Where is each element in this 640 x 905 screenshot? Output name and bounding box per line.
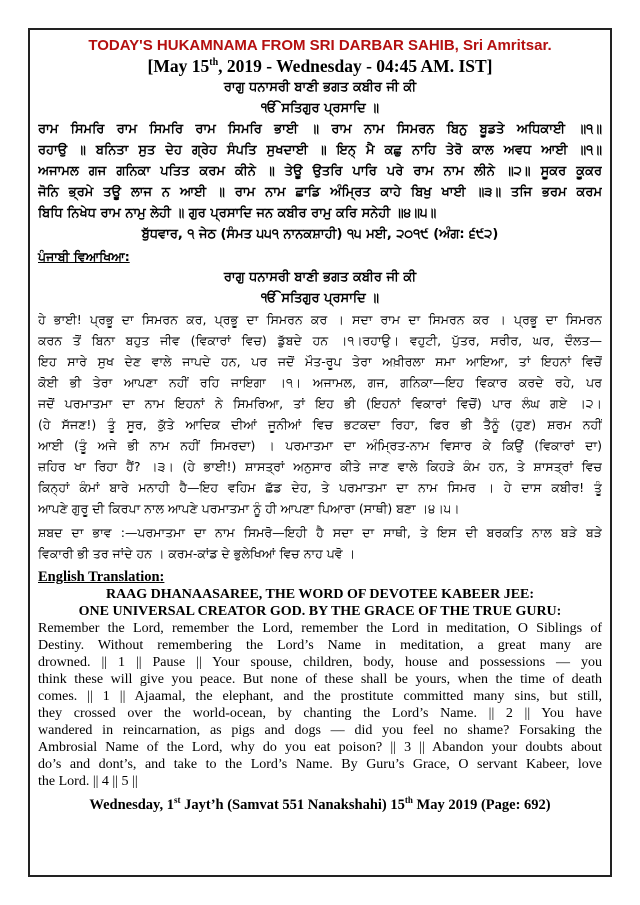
hukamnama-page xyxy=(28,28,612,877)
english-title-2: ONE UNIVERSAL CREATOR GOD. BY THE GRACE OF THE TRUE GURU: xyxy=(78,604,562,619)
english-line: the Lord. || 4 || 5 || xyxy=(38,774,138,789)
punjabi-line: ਆਪਣੇ ਗੁਰੂ ਦੀ ਕਿਰਪਾ ਨਾਲ ਆਪਣੇ ਪਰਮਾਤਮਾ ਨੂੰ ਹੀ ਆਪਣਾ ਪਿਆਰਾ (ਸਾਥੀ) ਬਣਾ ।੪।੫। xyxy=(38,501,460,516)
date-time-line xyxy=(38,55,602,77)
shabad-text xyxy=(38,119,602,224)
english-heading: English Translation: xyxy=(38,569,165,585)
english-line: Remember the Lord, remember the Lord, remember the Lord in meditation, O Siblings of xyxy=(38,621,602,636)
shabad-raag-line: ਰਾਗੁ ਧਨਾਸਰੀ ਬਾਣੀ ਭਗਤ ਕਬੀਰ ਜੀ ਕੀ xyxy=(223,80,417,95)
punjabi-line: ਕਰਨ ਤੋਂ ਬਿਨਾ ਬਹੁਤ ਜੀਵ (ਵਿਕਾਰਾਂ ਵਿਚ) ਡੁੱਬਦੇ ਹਨ ।੧।ਰਹਾਉ। ਵਹੁਟੀ, ਪੁੱਤਰ, ਸਰੀਰ, ਘਰ, ਦੌਲਤ— xyxy=(38,333,602,348)
footer-suffix: st xyxy=(174,795,181,806)
date-rest: , 2019 - Wednesday - 04:45 AM. IST] xyxy=(218,56,493,76)
english-line: think these will give you peace. But none of these shall be yours, when the time of death xyxy=(38,672,602,687)
punjabi-line: ਕਿਨ੍ਹਾਂ ਕੰਮਾਂ ਬਾਰੇ ਮਨਾਹੀ ਹੈ—ਇਹ ਵਹਿਮ ਛੱਡ ਦੇਹ, ਤੇ ਪਰਮਾਤਮਾ ਦਾ ਨਾਮ ਸਿਮਰ । ਹੇ ਦਾਸ ਕਬੀਰ! ਤੂੰ xyxy=(38,480,602,495)
english-translation xyxy=(38,620,602,790)
footer-part: May 2019 (Page: 692) xyxy=(412,797,551,813)
english-line: comes. || 1 || Ajaamal, the elephant, and the prostitute committed many sins, but still, xyxy=(38,689,602,704)
english-line: do’s and dont’s, and take to the Lord’s Name. By Guru’s Grace, O servant Kabeer, love xyxy=(38,757,602,772)
punjabi-explanation xyxy=(38,309,602,519)
shabad-line: ਰਹਾਉ ॥ ਬਨਿਤਾ ਸੁਤ ਦੇਹ ਗ੍ਰੇਹ ਸੰਪਤਿ ਸੁਖਦਾਈ ॥ ਇਨ੍ ਮੈ ਕਛੁ ਨਾਹਿ ਤੇਰੋ ਕਾਲ ਅਵਧ ਆਈ ॥੧॥ xyxy=(38,143,602,158)
bhav-line: ਵਿਕਾਰੀ ਭੀ ਤਰ ਜਾਂਦੇ ਹਨ । ਕਰਮ-ਕਾਂਡ ਦੇ ਭੁਲੇਖਿਆਂ ਵਿਚ ਨਾਹ ਪਵੋ । xyxy=(38,546,356,561)
english-title-1: RAAG DHANAASAREE, THE WORD OF DEVOTEE KABEER JEE: xyxy=(105,587,535,602)
footer-part: Jayt’h (Samvat 551 Nanakshahi) 15 xyxy=(180,797,405,813)
punjabi-line: ਜਦੋਂ ਪਰਮਾਤਮਾ ਦਾ ਨਾਮ ਇਹਨਾਂ ਨੇ ਸਿਮਰਿਆ, ਤਾਂ ਇਹ ਭੀ (ਇਹਨਾਂ ਵਿਕਾਰਾਂ ਵਿਚੋਂ) ਪਾਰ ਲੰਘ ਗਏ ।੨। xyxy=(38,396,602,411)
punjabi-raag-line: ਰਾਗੁ ਧਨਾਸਰੀ ਬਾਣੀ ਭਗਤ ਕਬੀਰ ਜੀ ਕੀ xyxy=(223,270,417,285)
footer-suffix: th xyxy=(404,795,413,806)
punjabi-mool-line: ੴ ਸਤਿਗੁਰ ਪ੍ਰਸਾਦਿ ॥ xyxy=(260,291,380,306)
date-suffix: th xyxy=(209,57,219,69)
english-line: Ambrosial Name of the Lord, why do you eat poison? || 3 || Abandon your doubts about xyxy=(38,740,602,755)
english-line: Destiny. Without remembering the Lord’s Name in meditation, a great many are xyxy=(38,638,602,653)
shabad-mool-line: ੴ ਸਤਿਗੁਰ ਪ੍ਰਸਾਦਿ ॥ xyxy=(260,101,380,116)
english-line: drowned. || 1 || Pause || Your spouse, children, body, house and possessions — you xyxy=(38,655,602,670)
punjabi-line: ਆਈ (ਤੂੰ ਅਜੇ ਭੀ ਨਾਮ ਨਹੀਂ ਸਿਮਰਦਾ) । ਪਰਮਾਤਮਾ ਦਾ ਅੰਮ੍ਰਿਤ-ਨਾਮ ਵਿਸਾਰ ਕੇ ਕਿਉਂ (ਵਿਕਾਰਾਂ ਦਾ) xyxy=(38,438,602,453)
punjabi-line: (ਹੇ ਸੱਜਣ!) ਤੂੰ ਸੂਰ, ਕੁੱਤੇ ਆਦਿਕ ਦੀਆਂ ਜੂਨੀਆਂ ਵਿਚ ਭਟਕਦਾ ਰਿਹਾ, ਫਿਰ ਭੀ ਤੈਨੂੰ (ਹੁਣ) ਸ਼ਰਮ ਨਹੀਂ xyxy=(38,417,602,432)
date-open: [May 15 xyxy=(147,56,210,76)
punjabi-heading: ਪੰਜਾਬੀ ਵਿਆਖਿਆ: xyxy=(38,249,130,264)
punjabi-line: ਇਹ ਸਾਰੇ ਸੁਖ ਦੇਣ ਵਾਲੇ ਜਾਪਦੇ ਹਨ, ਪਰ ਜਦੋਂ ਮੌਤ-ਰੂਪ ਤੇਰਾ ਅਖ਼ੀਰਲਾ ਸਮਾ ਆਇਆ, ਤਾਂ ਇਹਨਾਂ ਵਿਚੋਂ xyxy=(38,354,602,369)
shabad-line: ਬਿਧਿ ਨਿਖੇਧ ਰਾਮ ਨਾਮੁ ਲੇਹੀ ॥ ਗੁਰ ਪ੍ਰਸਾਦਿ ਜਨ ਕਬੀਰ ਰਾਮੁ ਕਰਿ ਸਨੇਹੀ ॥੪॥੫॥ xyxy=(38,206,437,221)
punjabi-line: ਕੋਈ ਭੀ ਤੇਰਾ ਆਪਣਾ ਨਹੀਂ ਰਹਿ ਜਾਇਗਾ ।੧। ਅਜਾਮਲ, ਗਜ, ਗਨਿਕਾ—ਇਹ ਵਿਕਾਰ ਕਰਦੇ ਰਹੇ, ਪਰ xyxy=(38,375,602,390)
english-line: wandered in reincarnation, as pigs and dogs — did you feel no shame? Forsaking the xyxy=(38,723,602,738)
shabad-line: ਅਜਾਮਲ ਗਜ ਗਨਿਕਾ ਪਤਿਤ ਕਰਮ ਕੀਨੇ ॥ ਤੇਊ ਉਤਰਿ ਪਾਰਿ ਪਰੇ ਰਾਮ ਨਾਮ ਲੀਨੇ ॥੨॥ ਸੂਕਰ ਕੂਕਰ xyxy=(38,164,602,179)
footer-part: Wednesday, 1 xyxy=(89,797,174,813)
english-line: they crossed over the world-ocean, by chanting the Lord’s Name. || 2 || You have xyxy=(38,706,602,721)
punjabi-line: ਹੇ ਭਾਈ! ਪ੍ਰਭੂ ਦਾ ਸਿਮਰਨ ਕਰ, ਪ੍ਰਭੂ ਦਾ ਸਿਮਰਨ ਕਰ । ਸਦਾ ਰਾਮ ਦਾ ਸਿਮਰਨ ਕਰ । ਪ੍ਰਭੂ ਦਾ ਸਿਮਰਨ xyxy=(38,312,602,327)
footer-date-line xyxy=(38,796,602,814)
shabad-bhav xyxy=(38,522,602,564)
punjabi-line: ਜ਼ਹਿਰ ਖਾ ਰਿਹਾ ਹੈਂ? ।੩। (ਹੇ ਭਾਈ!) ਸ਼ਾਸਤ੍ਰਾਂ ਅਨੁਸਾਰ ਕੀਤੇ ਜਾਣ ਵਾਲੇ ਕਿਹੜੇ ਕੰਮ ਹਨ, ਤੇ ਸ਼ਾਸਤ੍ਰਾਂ ਵਿਚ xyxy=(38,459,602,474)
shabad-date-line: ਬੁੱਧਵਾਰ, ੧ ਜੇਠ (ਸੰਮਤ ੫੫੧ ਨਾਨਕਸ਼ਾਹੀ) ੧੫ ਮਈ, ੨੦੧੯ (ਅੰਗ: ੬੯੨) xyxy=(141,227,499,242)
page-title: TODAY'S HUKAMNAMA FROM SRI DARBAR SAHIB, Sri Amritsar. xyxy=(88,37,552,54)
shabad-line: ਜੋਨਿ ਭ੍ਰਮੇ ਤਊ ਲਾਜ ਨ ਆਈ ॥ ਰਾਮ ਨਾਮ ਛਾਡਿ ਅੰਮ੍ਰਿਤ ਕਾਹੇ ਬਿਖੁ ਖਾਈ ॥੩॥ ਤਜਿ ਭਰਮ ਕਰਮ xyxy=(38,185,602,200)
shabad-line: ਰਾਮ ਸਿਮਰਿ ਰਾਮ ਸਿਮਰਿ ਰਾਮ ਸਿਮਰਿ ਭਾਈ ॥ ਰਾਮ ਨਾਮ ਸਿਮਰਨ ਬਿਨੁ ਬੂਡਤੇ ਅਧਿਕਾਈ ॥੧॥ xyxy=(38,122,602,137)
bhav-line: ਸ਼ਬਦ ਦਾ ਭਾਵ :—ਪਰਮਾਤਮਾ ਦਾ ਨਾਮ ਸਿਮਰੋ—ਇਹੀ ਹੈ ਸਦਾ ਦਾ ਸਾਥੀ, ਤੇ ਇਸ ਦੀ ਬਰਕਤਿ ਨਾਲ ਬੜੇ ਬੜੇ xyxy=(38,525,602,540)
